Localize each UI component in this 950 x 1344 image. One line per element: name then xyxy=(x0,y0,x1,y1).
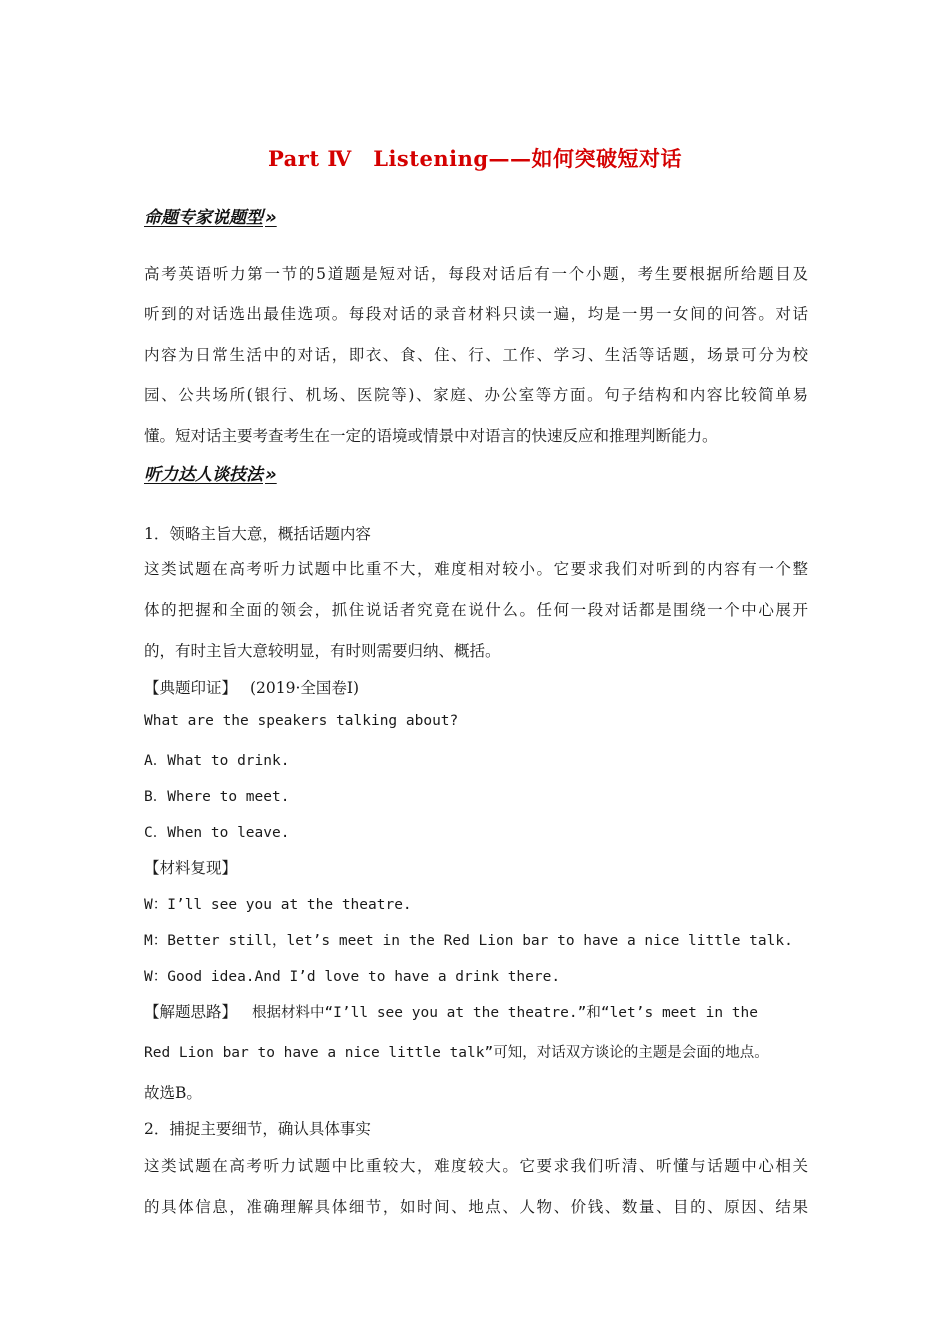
double-chevron-icon: » xyxy=(265,464,277,485)
question-text: What are the speakers talking about? xyxy=(144,713,459,729)
option-b: B．Where to meet. xyxy=(144,789,290,805)
section-heading-question-types xyxy=(144,203,277,228)
point-title: 1．领略主旨大意，概括话题内容 xyxy=(144,525,371,543)
double-chevron-icon: » xyxy=(265,207,277,228)
example-source: (2019·全国卷Ⅰ) xyxy=(249,679,360,697)
analysis-line: Red Lion bar to have a nice little talk”可知，对话双方谈论的主题是会面的地点。 xyxy=(144,1045,769,1061)
analysis-line: 【解题思路】 根据材料中“I’ll see you at the theatre.”和“let’s meet in the xyxy=(144,1003,758,1021)
analysis-line: 故选B。 xyxy=(144,1084,202,1102)
dialogue-line: W：Good idea.And I’d love to have a drink there. xyxy=(144,969,561,985)
example-tag: 【典题印证】 xyxy=(144,679,238,697)
analysis-tag: 【解题思路】 xyxy=(144,1003,238,1021)
material-tag: 【材料复现】 xyxy=(144,859,238,877)
dialogue-line: W：I’ll see you at the theatre. xyxy=(144,897,412,913)
paragraph-line: 体的把握和全面的领会，抓住说话者究竟在说什么。任何一段对话都是围绕一个中心展开 xyxy=(144,601,808,619)
paragraph-line: 内容为日常生活中的对话，即衣、食、住、行、工作、学习、生活等话题，场景可分为校 xyxy=(144,346,808,364)
section-heading-text: 命题专家说题型 xyxy=(144,208,263,228)
section-heading-listening-skills xyxy=(144,460,277,485)
point-title: 2．捕捉主要细节，确认具体事实 xyxy=(144,1120,371,1138)
paragraph-line: 园、公共场所(银行、机场、医院等)、家庭、办公室等方面。句子结构和内容比较简单易 xyxy=(144,386,808,404)
paragraph-line: 听到的对话选出最佳选项。每段对话的录音材料只读一遍，均是一男一女间的问答。对话 xyxy=(144,305,808,323)
section-heading-text: 听力达人谈技法 xyxy=(144,465,263,485)
option-a: A．What to drink. xyxy=(144,753,290,769)
paragraph-line: 的具体信息，准确理解具体细节，如时间、地点、人物、价钱、数量、目的、原因、结果 xyxy=(144,1198,808,1216)
example-header xyxy=(144,676,808,698)
paragraph-line: 这类试题在高考听力试题中比重不大，难度相对较小。它要求我们对听到的内容有一个整 xyxy=(144,560,808,578)
option-c: C．When to leave. xyxy=(144,825,290,841)
page-title: Part Ⅳ Listening——如何突破短对话 xyxy=(267,146,683,171)
paragraph-line: 懂。短对话主要考查考生在一定的语境或情景中对语言的快速反应和推理判断能力。 xyxy=(144,427,718,445)
paragraph-line: 高考英语听力第一节的5道题是短对话，每段对话后有一个小题，考生要根据所给题目及 xyxy=(144,265,808,283)
paragraph-line: 这类试题在高考听力试题中比重较大，难度较大。它要求我们听清、听懂与话题中心相关 xyxy=(144,1157,808,1175)
dialogue-line: M：Better still，let’s meet in the Red Lion bar to have a nice little talk. xyxy=(144,933,793,949)
paragraph-line: 的，有时主旨大意较明显，有时则需要归纳、概括。 xyxy=(144,642,501,660)
